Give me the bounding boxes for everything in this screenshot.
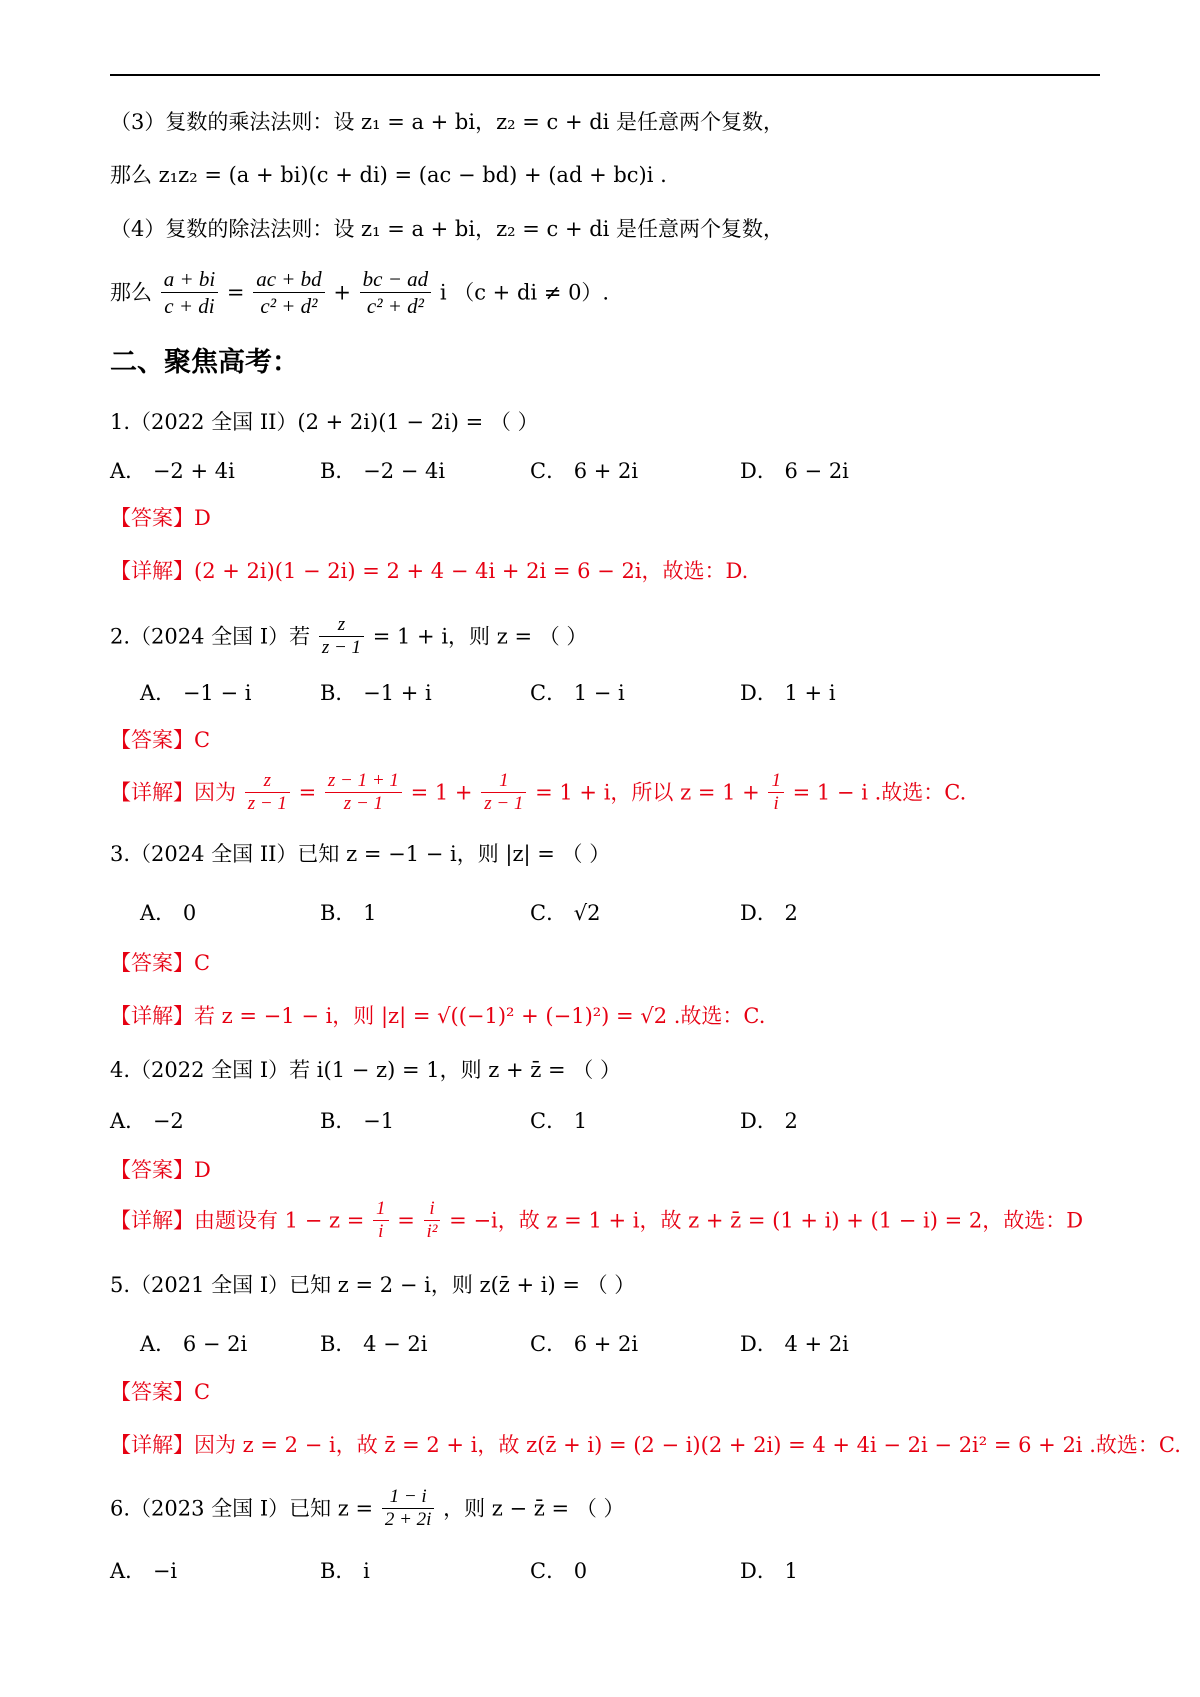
div-fraction-3: $\frac{bc - ad}{\text{c² + d²}}$ xyxy=(360,266,432,319)
q5-answer: 【答案】C xyxy=(110,1380,211,1404)
q1-option-a: A． −2 + 4i xyxy=(110,459,235,483)
q6-stem: 6.（2023 全国 I）已知 z = $\frac{1 - i}{2 + 2i}$ ，则 z − z̄ = （ ） xyxy=(110,1486,625,1530)
q5-option-c: C． 6 + 2i xyxy=(530,1332,639,1356)
q2-answer: 【答案】C xyxy=(110,728,211,752)
q6-option-c: C． 0 xyxy=(530,1559,588,1583)
header-rule xyxy=(110,74,1100,76)
q2-detail: 【详解】因为 $\frac{z}{z - 1}$ = $\frac{z - 1 + 1}{z - 1}$ = 1 + $\frac{1}{z - 1}$ = 1 + i，所以 z = 1 + $\frac{1}{i}$ = 1 − i .故选：C. xyxy=(110,770,967,814)
q2-stem-fraction: $\frac{z}{z - 1}$ xyxy=(319,614,364,659)
q1-answer: 【答案】D xyxy=(110,506,211,530)
q6-option-a: A． −i xyxy=(110,1559,178,1583)
q1-detail: 【详解】(2 + 2i)(1 − 2i) = 2 + 4 − 4i + 2i = 6 − 2i，故选：D. xyxy=(110,559,749,583)
q4-answer: 【答案】D xyxy=(110,1158,211,1182)
div-fraction-2: $\frac{ac + bd}{\text{c² + d²}}$ xyxy=(253,266,325,319)
q2-option-b: B． −1 + i xyxy=(320,681,432,705)
q2-stem: 2.（2024 全国 I）若 $\frac{z}{z - 1}$ = 1 + i，则 z = （ ） xyxy=(110,614,588,658)
q4-detail: 【详解】由题设有 1 − z = $\frac{1}{i}$ = $\frac{i}{\text{i²}}$ = −i，故 z = 1 + i，故 z + z̄ = (1 + i) + (1 − i) = 2，故选：D xyxy=(110,1198,1084,1242)
q1-option-b: B． −2 − 4i xyxy=(320,459,446,483)
q5-option-d: D． 4 + 2i xyxy=(740,1332,849,1356)
q2-detail-fraction-3: $\frac{1}{z - 1}$ xyxy=(481,770,526,815)
q4-option-c: C． 1 xyxy=(530,1109,588,1133)
q4-option-a: A． −2 xyxy=(110,1109,184,1133)
q6-stem-fraction: $\frac{1 - i}{2 + 2i}$ xyxy=(382,1486,435,1531)
q2-detail-fraction-1: $\frac{z}{z - 1}$ xyxy=(245,770,290,815)
q4-detail-fraction-1: $\frac{1}{i}$ xyxy=(373,1198,389,1243)
mult-rule-line2: 那么 z₁z₂ = (a + bi)(c + di) = (ac − bd) + (ad + bc)i . xyxy=(110,163,667,187)
q1-stem: 1.（2022 全国 II）(2 + 2i)(1 − 2i) = （ ） xyxy=(110,410,539,434)
q2-detail-fraction-4: $\frac{1}{i}$ xyxy=(768,770,784,815)
q6-option-b: B． i xyxy=(320,1559,370,1583)
q4-option-b: B． −1 xyxy=(320,1109,395,1133)
q6-option-d: D． 1 xyxy=(740,1559,798,1583)
q1-option-d: D． 6 − 2i xyxy=(740,459,849,483)
div-prefix: 那么 xyxy=(110,280,152,305)
mult-rule-line1: （3）复数的乘法法则：设 z₁ = a + bi，z₂ = c + di 是任意两个复数， xyxy=(110,110,785,134)
q4-stem: 4.（2022 全国 I）若 i(1 − z) = 1，则 z + z̄ = （ ） xyxy=(110,1058,621,1082)
q2-option-c: C． 1 − i xyxy=(530,681,625,705)
q2-option-a: A． −1 − i xyxy=(140,681,252,705)
q5-detail: 【详解】因为 z = 2 − i，故 z̄ = 2 + i，故 z(z̄ + i) = (2 − i)(2 + 2i) = 4 + 4i − 2i − 2i² = 6 + 2i .故选：C. xyxy=(110,1433,1181,1457)
q3-option-c: C． √2 xyxy=(530,901,601,925)
q4-option-d: D． 2 xyxy=(740,1109,798,1133)
q1-option-c: C． 6 + 2i xyxy=(530,459,639,483)
q3-answer: 【答案】C xyxy=(110,951,211,975)
q5-option-b: B． 4 − 2i xyxy=(320,1332,428,1356)
q3-option-d: D． 2 xyxy=(740,901,798,925)
div-rule-line1: （4）复数的除法法则：设 z₁ = a + bi，z₂ = c + di 是任意两个复数， xyxy=(110,217,785,241)
q3-stem: 3.（2024 全国 II）已知 z = −1 − i，则 |z| = （ ） xyxy=(110,842,611,866)
q3-option-a: A． 0 xyxy=(140,901,197,925)
q3-option-b: B． 1 xyxy=(320,901,377,925)
q4-detail-fraction-2: $\frac{i}{\text{i²}}$ xyxy=(424,1198,441,1243)
q2-option-d: D． 1 + i xyxy=(740,681,836,705)
q5-stem: 5.（2021 全国 I）已知 z = 2 − i，则 z(z̄ + i) = （ ） xyxy=(110,1273,636,1297)
section-heading: 二、聚焦高考： xyxy=(110,347,299,378)
q3-detail: 【详解】若 z = −1 − i，则 |z| = √((−1)² + (−1)²) = √2 .故选：C. xyxy=(110,1004,766,1028)
q5-option-a: A． 6 − 2i xyxy=(140,1332,248,1356)
div-rule-line2: 那么 $\frac{a + bi}{c + di}$ = $\frac{ac + bd}{\text{c² + d²}}$ + $\frac{bc - ad}{\text{c² + d²}}$ i （c + di ≠ 0）. xyxy=(110,267,610,318)
div-suffix: i （c + di ≠ 0）. xyxy=(439,280,610,305)
q2-detail-fraction-2: $\frac{z - 1 + 1}{z - 1}$ xyxy=(325,770,402,815)
div-fraction-1: $\frac{a + bi}{c + di}$ xyxy=(161,266,219,319)
